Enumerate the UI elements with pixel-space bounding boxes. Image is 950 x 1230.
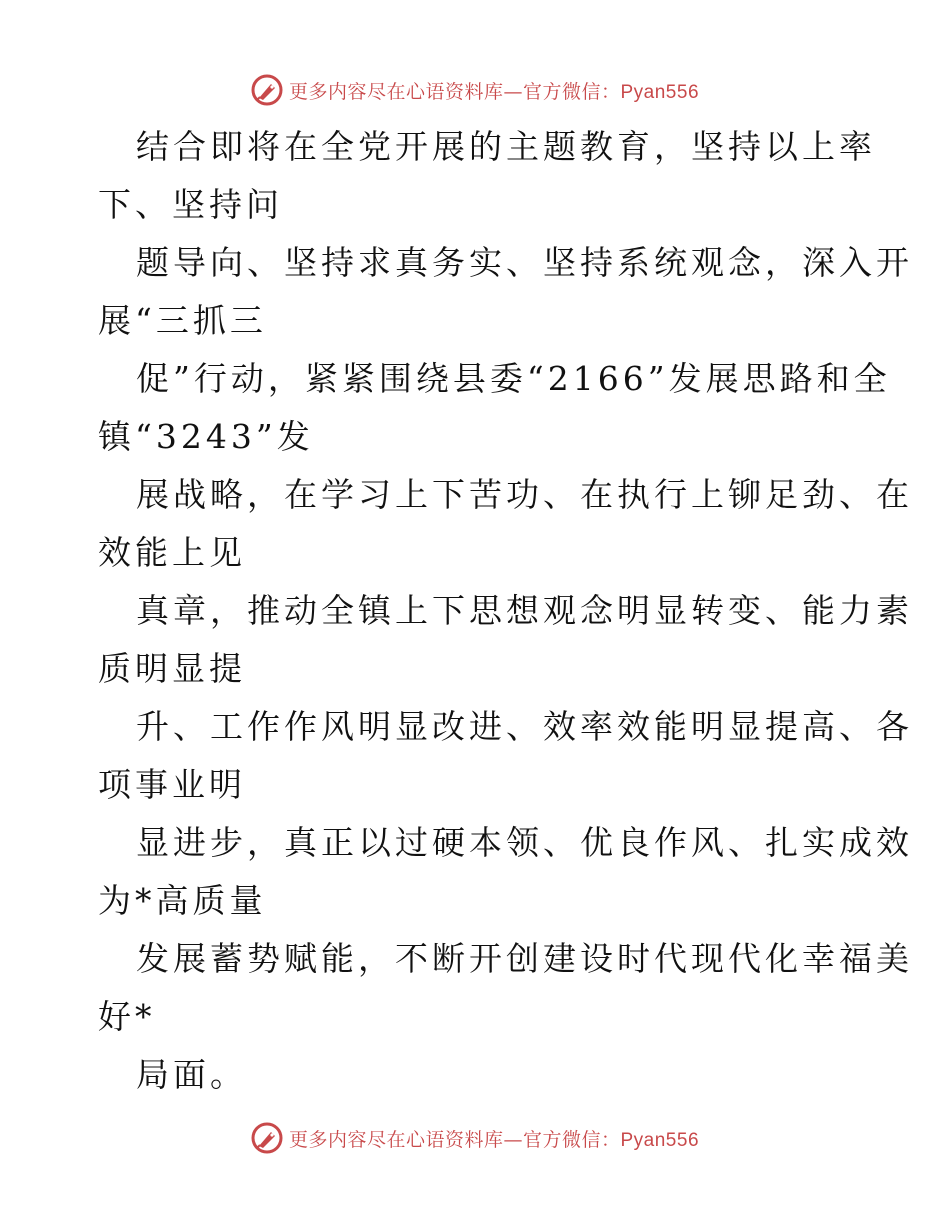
body-line: 项事业明 [98,765,246,804]
watermark-text [289,1125,699,1152]
body-line: 促”行动，紧紧围绕县委“2166”发展思路和全 [136,359,891,398]
pen-nib-logo-icon [251,1122,283,1154]
document-body [98,118,913,1104]
body-line: 效能上见 [98,533,246,572]
body-line: 镇“3243”发 [98,417,314,456]
watermark-site: 更多内容尽在心语资料库 [288,80,504,103]
body-line: 题导向、坚持求真务实、坚持系统观念，深入开 [136,243,913,282]
pen-nib-logo-icon [251,74,283,106]
watermark-label: 官方微信： [522,1128,621,1151]
header-watermark [0,70,950,110]
watermark-account: Pyan556 [620,1129,700,1151]
body-line: 真章，推动全镇上下思想观念明显转变、能力素 [136,591,913,630]
watermark-dash: — [503,80,523,103]
footer-watermark [0,1118,950,1158]
watermark-text [289,77,699,104]
body-line: 为*高质量 [98,881,267,920]
body-line: 发展蓄势赋能，不断开创建设时代现代化幸福美 [136,939,913,978]
body-line: 下、坚持问 [98,185,283,224]
watermark-account: Pyan556 [620,81,700,103]
body-line: 升、工作作风明显改进、效率效能明显提高、各 [136,707,913,746]
body-line: 局面。 [136,1055,247,1094]
body-line: 结合即将在全党开展的主题教育，坚持以上率 [136,127,876,166]
watermark-label: 官方微信： [522,80,621,103]
body-line: 展“三抓三 [98,301,267,340]
watermark-site: 更多内容尽在心语资料库 [288,1128,504,1151]
body-line: 显进步，真正以过硬本领、优良作风、扎实成效 [136,823,913,862]
body-line: 好* [98,997,156,1036]
body-line: 质明显提 [98,649,246,688]
watermark-dash: — [503,1128,523,1151]
body-line: 展战略，在学习上下苦功、在执行上铆足劲、在 [136,475,913,514]
